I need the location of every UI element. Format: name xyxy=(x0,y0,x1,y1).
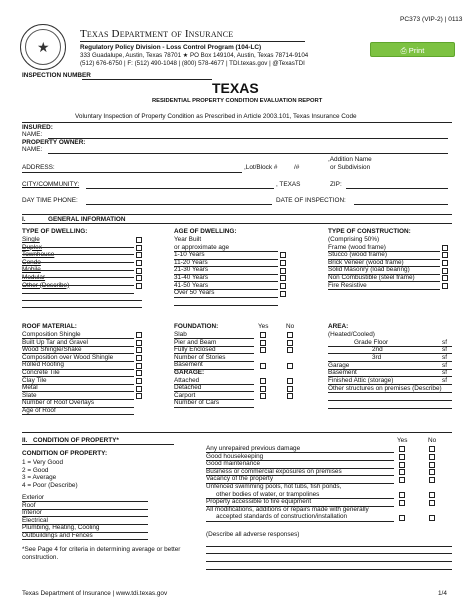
garage-yes-checkbox[interactable] xyxy=(260,393,266,399)
insured-name-field[interactable] xyxy=(48,138,448,139)
hazard-no-checkbox[interactable] xyxy=(429,454,435,460)
owner-label: PROPERTY OWNER: xyxy=(22,139,86,146)
footer-left: Texas Department of Insurance | www.tdi.texas.gov xyxy=(22,590,168,597)
print-button[interactable]: ⎙ Print xyxy=(370,42,455,57)
age-checkbox[interactable] xyxy=(280,283,286,289)
section2-num: II. xyxy=(22,437,28,444)
area-unit: sf xyxy=(442,362,447,369)
state-label: , TEXAS xyxy=(276,181,301,188)
city-field[interactable] xyxy=(86,188,274,189)
dwelling-title: TYPE OF DWELLING: xyxy=(22,228,88,235)
area-title: AREA: xyxy=(328,323,349,330)
age-item: 11-20 Years xyxy=(174,258,208,266)
condition-note: *See Page 4 for criteria in determining average or better construction. xyxy=(22,546,181,561)
condition-part: Outbuildings and Fences xyxy=(22,531,93,539)
roof-checkbox[interactable] xyxy=(136,340,142,346)
roof-checkbox[interactable] xyxy=(136,378,142,384)
construction-item: Frame (wood frame) xyxy=(328,243,386,251)
hazard-no-checkbox[interactable] xyxy=(429,446,435,452)
subdivision-label: or Subdivision xyxy=(330,164,371,171)
age-item: Over 50 Years xyxy=(174,289,215,297)
foundation-yes-checkbox[interactable] xyxy=(260,363,266,369)
age-checkbox[interactable] xyxy=(280,260,286,266)
area-unit: sf xyxy=(442,369,447,376)
hazard-item: Vacancy of the property xyxy=(206,475,274,483)
hazard-no-checkbox[interactable] xyxy=(429,462,435,468)
construction-checkbox[interactable] xyxy=(442,245,448,251)
construction-checkbox[interactable] xyxy=(442,252,448,258)
form-code: PC373 (VIP-2) | 0113 xyxy=(400,16,463,23)
age-item: 1-10 Years xyxy=(174,251,205,259)
age-checkbox[interactable] xyxy=(280,275,286,281)
section1-num: I. xyxy=(22,216,26,223)
area-item: (Heated/Cooled) xyxy=(328,331,375,338)
foundation-item: Pier and Beam xyxy=(174,338,217,346)
roof-item: Number of Roof Overlays xyxy=(22,399,95,407)
hazard-no-checkbox[interactable] xyxy=(429,500,435,506)
owner-name-label: NAME: xyxy=(22,146,43,153)
hazards-describe: (Describe all adverse responses) xyxy=(206,531,300,538)
dwelling-item: Other (Describe) xyxy=(22,281,70,289)
age-checkbox[interactable] xyxy=(280,252,286,258)
inspection-number-label: INSPECTION NUMBER xyxy=(22,72,91,79)
foundation-item: Basement xyxy=(174,361,203,369)
dwelling-item: Modular xyxy=(22,273,46,281)
inspection-number-field[interactable] xyxy=(82,79,212,80)
condition-title: CONDITION OF PROPERTY: xyxy=(22,450,108,457)
describe-line[interactable] xyxy=(206,561,452,562)
roof-item: Wood Shingle/Shake xyxy=(22,346,82,354)
addition-label: ,Addition Name xyxy=(328,156,372,163)
section1-title: GENERAL INFORMATION xyxy=(48,216,126,223)
section2-title: CONDITION OF PROPERTY* xyxy=(33,437,119,444)
hazard-no-checkbox[interactable] xyxy=(429,515,435,521)
zip-label: ZIP: xyxy=(330,181,342,188)
construction-item: Brick Veneer (wood frame) xyxy=(328,258,404,266)
condition-part: Exterior xyxy=(22,494,45,501)
hazard-item: All modifications, additions or repairs made with generally xyxy=(206,505,369,513)
foundation-title: FOUNDATION: xyxy=(174,323,219,330)
garage-yes-checkbox[interactable] xyxy=(260,378,266,384)
hazard-item: other bodies of water, or trampolines xyxy=(216,490,320,498)
foundation-item: Number of Stories xyxy=(174,353,226,361)
dwelling-item: Duplex xyxy=(22,243,42,251)
dwelling-checkbox[interactable] xyxy=(136,283,142,289)
foundation-yes-checkbox[interactable] xyxy=(260,332,266,338)
foundation-item: Fully Enclosed xyxy=(174,346,216,354)
foundation-no-checkbox[interactable] xyxy=(287,340,293,346)
hazards-no-header: No xyxy=(428,437,437,444)
foundation-item: Slab xyxy=(174,331,187,338)
roof-item: Slate xyxy=(22,391,37,399)
hazard-yes-checkbox[interactable] xyxy=(399,462,405,468)
condition-part: Interior xyxy=(22,509,42,517)
describe-line[interactable] xyxy=(206,546,452,547)
roof-list xyxy=(22,331,113,415)
footer-page: 1/4 xyxy=(438,590,447,597)
area-item: 2nd xyxy=(372,346,383,353)
area-unit: sf xyxy=(442,377,447,384)
phone-field[interactable] xyxy=(86,204,272,205)
age-item: or approximate age xyxy=(174,243,230,251)
roof-checkbox[interactable] xyxy=(136,393,142,399)
area-item: Grade Floor xyxy=(354,339,389,346)
construction-title: TYPE OF CONSTRUCTION: xyxy=(328,228,411,235)
owner-name-field[interactable] xyxy=(48,153,448,154)
foundation-no-checkbox[interactable] xyxy=(287,363,293,369)
garage-item: Carport xyxy=(174,391,196,399)
dwelling-item: Condo xyxy=(22,258,41,266)
condition-part: Plumbing, Heating, Cooling xyxy=(22,524,100,532)
garage-title: GARAGE: xyxy=(174,368,205,376)
roof-item: Rolled Roofing xyxy=(22,361,64,369)
hazard-item: Unfenced swimming pools, hot tubs, fish ponds, xyxy=(206,482,342,490)
agency-address: 333 Guadalupe, Austin, Texas 78701 ★ PO Box 149104, Austin, Texas 78714-9104 xyxy=(80,52,309,59)
roof-item: Age of Roof xyxy=(22,406,56,414)
hazard-yes-checkbox[interactable] xyxy=(399,500,405,506)
roof-item: Composition Shingle xyxy=(22,331,81,338)
garage-no-checkbox[interactable] xyxy=(287,386,293,392)
page-title: TEXAS xyxy=(212,80,259,96)
hazard-yes-checkbox[interactable] xyxy=(399,492,405,498)
dwelling-checkbox[interactable] xyxy=(136,260,142,266)
hazard-item: Business or commercial exposures on premises xyxy=(206,467,342,475)
garage-item: Number of Cars xyxy=(174,399,220,407)
age-checkbox[interactable] xyxy=(280,268,286,274)
date-field[interactable] xyxy=(354,204,448,205)
foundation-no-checkbox[interactable] xyxy=(287,332,293,338)
age-title: AGE OF DWELLING: xyxy=(174,228,237,235)
construction-checkbox[interactable] xyxy=(442,275,448,281)
condition-scale-item: 3 = Average xyxy=(22,474,57,482)
area-unit: sf xyxy=(442,339,447,346)
hazard-no-checkbox[interactable] xyxy=(429,492,435,498)
date-label: DATE OF INSPECTION: xyxy=(276,197,346,204)
area-item: Other structures on premises (Describe) xyxy=(328,385,442,392)
roof-checkbox[interactable] xyxy=(136,355,142,361)
agency-contact: (512) 676-6750 | F: (512) 490-1048 | (800) 578-4677 | TDI.texas.gov | @TexasTDI xyxy=(80,60,305,67)
hazard-no-checkbox[interactable] xyxy=(429,469,435,475)
construction-item: Non Combustible (steel frame) xyxy=(328,273,415,281)
roof-item: Metal xyxy=(22,384,38,392)
age-checkbox[interactable] xyxy=(280,291,286,297)
hazard-item: Good housekeeping xyxy=(206,452,264,460)
hazard-no-checkbox[interactable] xyxy=(429,477,435,483)
dwelling-checkbox[interactable] xyxy=(136,268,142,274)
roof-item: Built Up Tar and Gravel xyxy=(22,338,88,346)
area-item: Basement xyxy=(328,369,357,376)
construction-checkbox[interactable] xyxy=(442,268,448,274)
dwelling-item: Mobile xyxy=(22,266,41,274)
describe-line[interactable] xyxy=(206,569,452,570)
construction-item: Stucco (wood frame) xyxy=(328,251,387,259)
hazard-yes-checkbox[interactable] xyxy=(399,469,405,475)
dwelling-checkbox[interactable] xyxy=(136,252,142,258)
foundation-no-header: No xyxy=(286,323,295,330)
city-label: CITY/COMMUNITY: xyxy=(22,181,80,188)
foundation-yes-checkbox[interactable] xyxy=(260,347,266,353)
hazard-item: Property accessible to fire equipment xyxy=(206,498,312,506)
phone-label: DAY TIME PHONE: xyxy=(22,197,78,204)
garage-no-checkbox[interactable] xyxy=(287,378,293,384)
hazard-item: Good maintenance xyxy=(206,460,261,468)
printer-icon: ⎙ xyxy=(400,46,409,55)
dwelling-checkbox[interactable] xyxy=(136,275,142,281)
area-item: Garage xyxy=(328,362,350,369)
roof-checkbox[interactable] xyxy=(136,332,142,338)
roof-item: Clay Tile xyxy=(22,376,47,384)
construction-checkbox[interactable] xyxy=(442,283,448,289)
area-unit: sf xyxy=(442,346,447,353)
lot-block-label: ,Lot/Block # xyxy=(244,164,278,171)
foundation-yes-header: Yes xyxy=(258,323,269,330)
insured-name-label: NAME: xyxy=(22,131,43,138)
condition-part: Roof xyxy=(22,501,36,509)
hash-label: /# xyxy=(294,164,300,171)
zip-field[interactable] xyxy=(346,188,448,189)
construction-item: Fire Resistive xyxy=(328,281,367,289)
hazard-yes-checkbox[interactable] xyxy=(399,515,405,521)
roof-item: Composition over Wood Shingle xyxy=(22,353,114,361)
dwelling-checkbox[interactable] xyxy=(136,237,142,243)
age-item: 31-40 Years xyxy=(174,273,209,281)
state-seal-icon: ★ xyxy=(20,24,66,70)
garage-item: Detached xyxy=(174,384,202,392)
hazard-yes-checkbox[interactable] xyxy=(399,446,405,452)
roof-checkbox[interactable] xyxy=(136,363,142,369)
statute-note: Voluntary Inspection of Property Condition as Prescribed in Article 2003.101, Texas Insurance Code xyxy=(75,113,357,120)
condition-scale-item: 1 = Very Good xyxy=(22,459,64,466)
garage-yes-checkbox[interactable] xyxy=(260,386,266,392)
roof-checkbox[interactable] xyxy=(136,370,142,376)
dwelling-item: Townhouse xyxy=(22,251,55,259)
hazard-yes-checkbox[interactable] xyxy=(399,454,405,460)
roof-title: ROOF MATERIAL: xyxy=(22,323,77,330)
agency-division: Regulatory Policy Division - Loss Control Program (104-LC) xyxy=(80,44,262,51)
area-unit: sf xyxy=(442,354,447,361)
area-item: 3rd xyxy=(372,354,382,361)
roof-checkbox[interactable] xyxy=(136,386,142,392)
page-subtitle: RESIDENTIAL PROPERTY CONDITION EVALUATION REPORT xyxy=(152,98,323,104)
hazards-yes-header: Yes xyxy=(397,437,408,444)
hazard-yes-checkbox[interactable] xyxy=(399,477,405,483)
roof-item: Concrete Tile xyxy=(22,368,60,376)
garage-no-checkbox[interactable] xyxy=(287,393,293,399)
dwelling-checkbox[interactable] xyxy=(136,245,142,251)
roof-checkbox[interactable] xyxy=(136,347,142,353)
construction-checkbox[interactable] xyxy=(442,260,448,266)
garage-item: Attached xyxy=(174,376,200,384)
hazard-item: Any unrepaired previous damage xyxy=(206,445,301,452)
condition-scale xyxy=(22,459,78,489)
area-item: Finished Attic (storage) xyxy=(328,377,394,384)
describe-line[interactable] xyxy=(206,553,452,554)
condition-scale-item: 2 = Good xyxy=(22,466,49,474)
condition-scale-item: 4 = Poor (Describe) xyxy=(22,481,78,489)
age-item: 21-30 Years xyxy=(174,266,209,274)
construction-item: (Comprising 50%) xyxy=(328,236,380,243)
foundation-no-checkbox[interactable] xyxy=(287,347,293,353)
dwelling-item: Single xyxy=(22,236,40,243)
address-label: ADDRESS: xyxy=(22,164,55,171)
foundation-yes-checkbox[interactable] xyxy=(260,340,266,346)
age-item: 41-50 Years xyxy=(174,281,209,289)
hazard-item: accepted standards of construction/installation xyxy=(216,513,348,521)
construction-item: Solid Masonry (load bearing) xyxy=(328,266,410,274)
age-item: Year Built xyxy=(174,236,202,243)
address-field[interactable] xyxy=(22,172,242,173)
insured-label: INSURED: xyxy=(22,124,53,131)
condition-part: Electrical xyxy=(22,516,48,524)
agency-name: Texas Department of Insurance xyxy=(80,28,234,40)
